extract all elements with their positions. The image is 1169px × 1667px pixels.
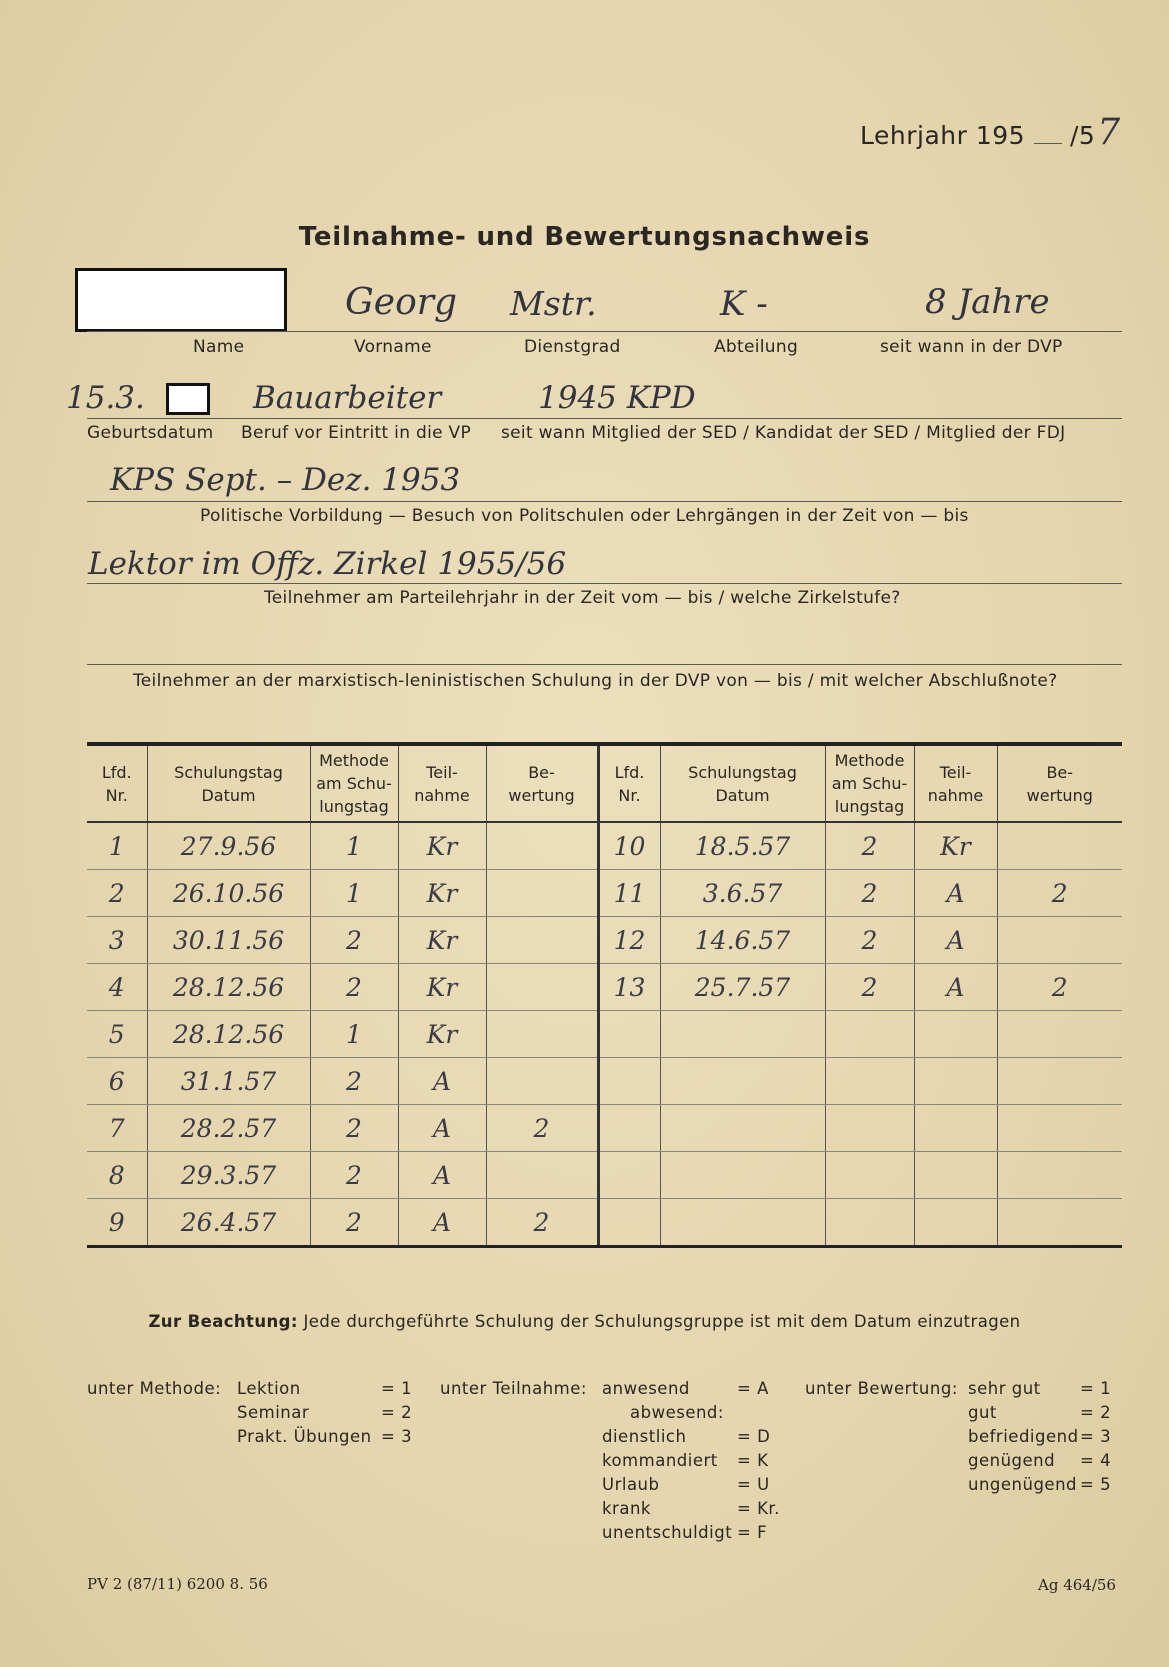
lehrjahr-prefix: Lehrjahr 195	[860, 121, 1026, 150]
cell-right-bewertung	[997, 822, 1122, 870]
cell-left-bewertung: 2	[486, 1199, 598, 1247]
table-row	[87, 1105, 1122, 1152]
vorbildung-value: KPS Sept. – Dez. 1953	[110, 462, 461, 498]
header-teilnahme-right: Teil- nahme	[914, 744, 997, 822]
cell-left-methode: 2	[310, 1105, 398, 1152]
attendance-grid	[87, 742, 1122, 1248]
abteilung-value: K -	[720, 284, 768, 324]
cell-right-bewertung	[997, 1011, 1122, 1058]
label-geburtsdatum: Geburtsdatum	[87, 423, 214, 443]
header-datum: Schulungstag Datum	[147, 744, 310, 822]
legend-methode: unter Methode: Lektion = 1 Seminar = 2 Prakt. Übungen = 3	[87, 1379, 413, 1446]
table-body	[87, 822, 1122, 1247]
label-name: Name	[193, 337, 245, 357]
header-nr-right: Lfd. Nr.	[598, 744, 660, 822]
label-dienstgrad: Dienstgrad	[524, 337, 621, 357]
table-row	[87, 917, 1122, 964]
label-parteilehrjahr: Teilnehmer am Parteilehrjahr in der Zeit vom — bis / welche Zirkelstufe?	[264, 588, 901, 608]
cell-right-bewertung	[997, 1058, 1122, 1105]
cell-left-teilnahme: Kr	[398, 870, 486, 917]
cell-right-teilnahme	[914, 1199, 997, 1247]
cell-right-datum	[660, 1011, 825, 1058]
cell-right-datum	[660, 1058, 825, 1105]
form-title: Teilnahme- und Bewertungsnachweis	[298, 222, 871, 252]
cell-right-teilnahme: A	[914, 964, 997, 1011]
cell-right-datum	[660, 1152, 825, 1199]
cell-right-methode	[825, 1058, 914, 1105]
cell-right-bewertung: 2	[997, 964, 1122, 1011]
row2-line	[87, 418, 1122, 419]
cell-right-datum: 18.5.57	[660, 822, 825, 870]
cell-right-teilnahme: A	[914, 917, 997, 964]
cell-left-bewertung	[486, 1152, 598, 1199]
cell-left-teilnahme: Kr	[398, 917, 486, 964]
cell-left-methode: 1	[310, 822, 398, 870]
cell-right-nr: 11	[598, 870, 660, 917]
seit-dvp-value: 8 Jahre	[925, 282, 1050, 322]
table-row	[87, 1011, 1122, 1058]
cell-left-teilnahme: A	[398, 1058, 486, 1105]
cell-right-datum: 3.6.57	[660, 870, 825, 917]
legend-bewertung-title: unter Bewertung:	[805, 1379, 958, 1398]
cell-right-methode: 2	[825, 870, 914, 917]
cell-right-teilnahme	[914, 1011, 997, 1058]
cell-left-datum: 31.1.57	[147, 1058, 310, 1105]
cell-left-datum: 26.4.57	[147, 1199, 310, 1247]
cell-left-nr: 3	[87, 917, 147, 964]
cell-left-methode: 1	[310, 1011, 398, 1058]
cell-right-datum	[660, 1105, 825, 1152]
cell-left-teilnahme: A	[398, 1152, 486, 1199]
cell-right-teilnahme	[914, 1058, 997, 1105]
label-abteilung: Abteilung	[714, 337, 799, 357]
cell-left-datum: 28.2.57	[147, 1105, 310, 1152]
cell-left-methode: 1	[310, 870, 398, 917]
cell-left-bewertung	[486, 1058, 598, 1105]
form-code-left: PV 2 (87/11) 6200 8. 56	[87, 1575, 268, 1593]
cell-right-bewertung	[997, 1199, 1122, 1247]
cell-right-teilnahme	[914, 1105, 997, 1152]
lehrjahr-handwritten: 7	[1097, 112, 1121, 153]
cell-left-teilnahme: A	[398, 1199, 486, 1247]
cell-right-nr	[598, 1199, 660, 1247]
header-methode: Methode am Schu- lungstag	[310, 744, 398, 822]
cell-right-nr	[598, 1058, 660, 1105]
geburtsdatum-value: 15.3.	[66, 380, 145, 416]
legend-teilnahme-title: unter Teilnahme:	[440, 1379, 587, 1398]
header-datum-right: Schulungstag Datum	[660, 744, 825, 822]
header-teilnahme: Teil- nahme	[398, 744, 486, 822]
cell-left-nr: 7	[87, 1105, 147, 1152]
cell-left-methode: 2	[310, 964, 398, 1011]
row5-line	[87, 664, 1122, 665]
cell-left-datum: 28.12.56	[147, 1011, 310, 1058]
cell-left-methode: 2	[310, 1152, 398, 1199]
cell-right-methode: 2	[825, 822, 914, 870]
cell-right-nr: 13	[598, 964, 660, 1011]
cell-right-bewertung	[997, 1105, 1122, 1152]
redacted-name	[75, 268, 287, 332]
cell-left-bewertung	[486, 917, 598, 964]
cell-left-teilnahme: A	[398, 1105, 486, 1152]
table-row	[87, 822, 1122, 870]
cell-left-datum: 30.11.56	[147, 917, 310, 964]
cell-left-nr: 8	[87, 1152, 147, 1199]
row1-line	[87, 331, 1122, 332]
cell-left-bewertung	[486, 964, 598, 1011]
cell-left-methode: 2	[310, 1058, 398, 1105]
header-bewertung: Be- wertung	[486, 744, 598, 822]
cell-right-teilnahme: A	[914, 870, 997, 917]
cell-left-nr: 1	[87, 822, 147, 870]
cell-left-bewertung	[486, 822, 598, 870]
cell-left-datum: 26.10.56	[147, 870, 310, 917]
cell-right-nr	[598, 1105, 660, 1152]
header-bewertung-right: Be- wertung	[997, 744, 1122, 822]
label-beruf: Beruf vor Eintritt in die VP	[241, 423, 472, 443]
cell-right-nr: 10	[598, 822, 660, 870]
cell-right-nr: 12	[598, 917, 660, 964]
header-methode-right: Methode am Schu- lungstag	[825, 744, 914, 822]
note-text: Jede durchgeführte Schulung der Schulungsgruppe ist mit dem Datum einzutragen	[303, 1312, 1021, 1331]
cell-right-methode	[825, 1105, 914, 1152]
row4-line	[87, 583, 1122, 584]
legend-teilnahme: unter Teilnahme: anwesend = A abwesend: dienstlich = D kommandiert = K Urlaub = U krank = Kr. unentschuldigt = F	[440, 1379, 780, 1542]
dienstgrad-value: Mstr.	[510, 284, 597, 323]
parteilehrjahr-value: Lektor im Offz. Zirkel 1955/56	[88, 546, 567, 582]
cell-left-datum: 27.9.56	[147, 822, 310, 870]
cell-left-nr: 9	[87, 1199, 147, 1247]
legend-bewertung: unter Bewertung: sehr gut = 1 gut = 2 befriedigend = 3 genügend = 4 ungenügend = 5	[805, 1379, 1112, 1494]
cell-left-nr: 5	[87, 1011, 147, 1058]
cell-left-nr: 4	[87, 964, 147, 1011]
vorname-value: Georg	[345, 282, 457, 323]
cell-left-bewertung	[486, 870, 598, 917]
label-vorbildung: Politische Vorbildung — Besuch von Politschulen oder Lehrgängen in der Zeit von — bis	[200, 506, 969, 526]
lehrjahr-label	[860, 112, 1121, 153]
label-seit-dvp: seit wann in der DVP	[880, 337, 1063, 357]
header-nr: Lfd. Nr.	[87, 744, 147, 822]
table-header-row	[87, 744, 1122, 822]
cell-left-nr: 2	[87, 870, 147, 917]
cell-right-datum: 25.7.57	[660, 964, 825, 1011]
cell-right-datum	[660, 1199, 825, 1247]
cell-left-datum: 29.3.57	[147, 1152, 310, 1199]
cell-left-bewertung	[486, 1011, 598, 1058]
legend-methode-title: unter Methode:	[87, 1379, 222, 1398]
cell-right-methode	[825, 1199, 914, 1247]
label-mitglied: seit wann Mitglied der SED / Kandidat der SED / Mitglied der FDJ	[501, 423, 1066, 443]
cell-left-bewertung: 2	[486, 1105, 598, 1152]
cell-left-datum: 28.12.56	[147, 964, 310, 1011]
cell-right-bewertung	[997, 1152, 1122, 1199]
cell-right-methode: 2	[825, 917, 914, 964]
mitglied-value: 1945 KPD	[538, 380, 696, 416]
cell-right-nr	[598, 1152, 660, 1199]
table-row	[87, 870, 1122, 917]
cell-left-teilnahme: Kr	[398, 964, 486, 1011]
label-vorname: Vorname	[354, 337, 432, 357]
note-bold: Zur Beachtung:	[148, 1312, 298, 1331]
cell-right-bewertung: 2	[997, 870, 1122, 917]
cell-left-methode: 2	[310, 917, 398, 964]
cell-left-nr: 6	[87, 1058, 147, 1105]
row3-line	[87, 501, 1122, 502]
cell-right-teilnahme: Kr	[914, 822, 997, 870]
cell-left-methode: 2	[310, 1199, 398, 1247]
beachtung-note	[0, 1312, 1169, 1331]
lehrjahr-mid: /5	[1069, 121, 1096, 150]
table-row	[87, 1058, 1122, 1105]
cell-right-teilnahme	[914, 1152, 997, 1199]
label-schulung: Teilnehmer an der marxistisch-leninistischen Schulung in der DVP von — bis / mit welcher Abschlußnote?	[133, 671, 1058, 691]
cell-right-methode	[825, 1152, 914, 1199]
cell-right-datum: 14.6.57	[660, 917, 825, 964]
form-code-right: Ag 464/56	[1038, 1576, 1116, 1594]
redacted-birthyear	[166, 383, 210, 415]
cell-right-nr	[598, 1011, 660, 1058]
cell-left-teilnahme: Kr	[398, 822, 486, 870]
table-row	[87, 1152, 1122, 1199]
table-row	[87, 1199, 1122, 1247]
cell-right-methode: 2	[825, 964, 914, 1011]
cell-left-teilnahme: Kr	[398, 1011, 486, 1058]
cell-right-bewertung	[997, 917, 1122, 964]
table-row	[87, 964, 1122, 1011]
attendance-table	[87, 742, 1122, 1248]
cell-right-methode	[825, 1011, 914, 1058]
beruf-value: Bauarbeiter	[253, 380, 442, 416]
